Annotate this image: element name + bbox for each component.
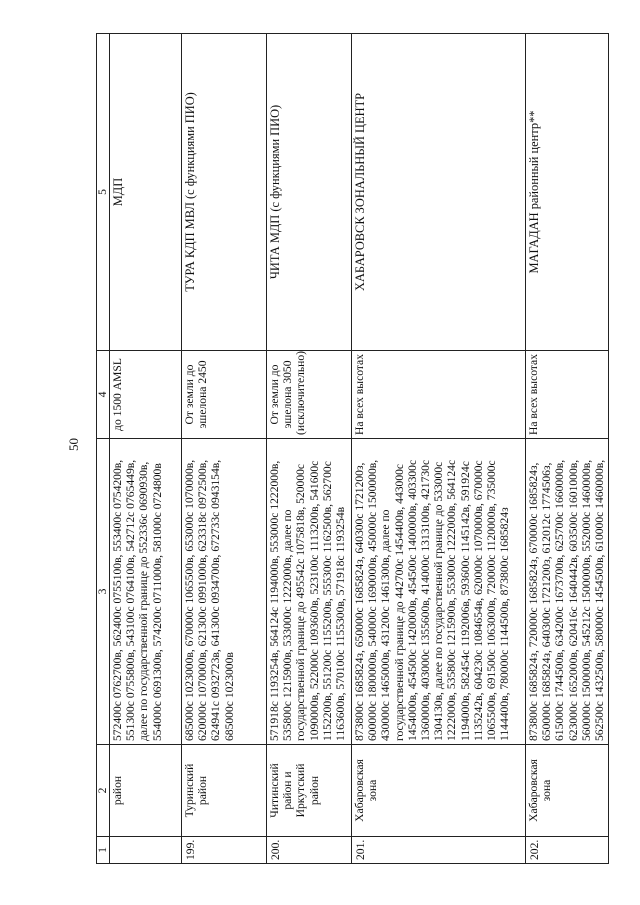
column-header: 1 [97,837,110,864]
boundary-coordinates: 571918с 1193254в, 564124с 1194000в, 553000с 1222000в, 535800с 1215900в, 533000с 1222000в, далее по государственной границе до 495542с 1075818в, 520000с 1090000в, 522000с 1093600в, 523100с 1113200в, 541600с 1152200в, 551200с 1155200в, 555300с 1162500в, 562700с 1163600в, 570100с 1155300в, 571918с 1193254в [267,439,352,745]
table-row [526,34,609,864]
boundary-coordinates: 572400с 0762700в, 562400с 0755100в, 553400с 0754200в, 551300с 0755800в, 543100с 0764100в, 542712с 0765449в, далее по государственной границе до 552336с 0690930в, 554000с 0691300в, 574200с 0711000в, 581000с 0724800в [110,439,182,745]
airspace-table [96,33,609,864]
atc-unit: МДП [110,34,182,351]
column-header: 5 [97,34,110,351]
row-number [110,837,182,864]
altitude-limits: На всех высотах [526,351,609,439]
atc-unit: ХАБАРОВСК ЗОНАЛЬНЫЙ ЦЕНТР [352,34,526,351]
area-name: район [110,745,182,837]
row-number: 201. [352,837,526,864]
row-number: 200. [267,837,352,864]
area-name: Туринский район [182,745,267,837]
rotated-table-container [96,34,609,864]
table-row [352,34,526,864]
column-header: 3 [97,439,110,745]
boundary-coordinates: 873800с 1685824з, 650000с 1685824з, 640300с 1721200з, 600000с 1800000в, 540000с 1690000в, 450000с 1500000в, 430000с 1465000в, 431200с 1461300в, далее по государственной границе до 442700с 1454400в, 443000с 1454000в, 454500с 1420000в, 454500с 1400000в, 403300с 1360000в, 403000с 1355600в, 414000с 1313100в, 421730с 1304130в, далее по государственной границе до 533000с 1222000в, 535800с 1215900в, 553000с 1222000в, 564124с 1194000в, 582454с 1192006в, 593600с 1145142в, 591924с 1135242в, 604230с 1084654в, 620000с 1070000в, 670000с 1065500в, 691500с 1063000в, 720000с 1120000в, 735000с 1144400в, 780000с 1144500в, 873800с 1685824з [352,439,526,745]
atc-unit: ЧИТА МДП (с функциями ПИО) [267,34,352,351]
altitude-limits: От земли до эшелона 2450 [182,351,267,439]
boundary-coordinates: 685000с 1023000в, 670000с 1065500в, 653000с 1070000в, 620000с 1070000в, 621300с 0991000в, 623318с 0972500в, 624941с 0932723в, 641300с 0934700в, 672733с 0943154в, 685000с 1023000в [182,439,267,745]
altitude-limits: От земли до эшелона 3050 (исключительно) [267,351,352,439]
row-number: 199. [182,837,267,864]
area-name: Хабаровская зона [526,745,609,837]
atc-unit: ТУРА КДП МВЛ (с функциями ПИО) [182,34,267,351]
altitude-limits: до 1500 AMSL [110,351,182,439]
page-number: 50 [66,438,81,451]
table-row [182,34,267,864]
column-header: 4 [97,351,110,439]
table-row [267,34,352,864]
altitude-limits: На всех высотах [352,351,526,439]
table-row [110,34,182,864]
header-row [97,34,110,864]
area-name: Читинский район и Иркутский район [267,745,352,837]
atc-unit: МАГАДАН районный центр** [526,34,609,351]
column-header: 2 [97,745,110,837]
boundary-coordinates: 873800с 1685824з, 720000с 1685824з, 670000с 1685824з, 650000с 1685824з, 640300с 1721200з, 612012с 1774506з, 615000с 1744500в, 634200с 1673700в, 625700с 1660000в, 623000с 1652000в, 620416с 1640442в, 603500с 1601000в, 560000с 1500000в, 545212с 1500000в, 552000с 1460000в, 562500с 1432500в, 580000с 1454500в, 610000с 1460000в, [526,439,609,745]
area-name: Хабаровская зона [352,745,526,837]
row-number: 202. [526,837,609,864]
